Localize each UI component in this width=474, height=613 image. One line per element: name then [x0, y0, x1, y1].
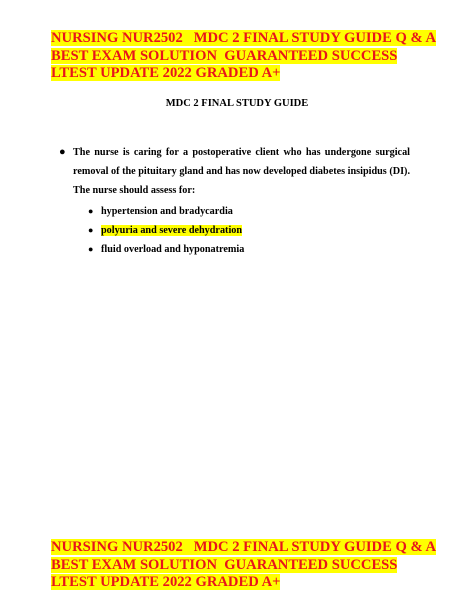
option-text: fluid overload and hyponatremia: [101, 244, 245, 255]
answer-option: [86, 240, 410, 259]
option-text-highlighted: polyuria and severe dehydration: [101, 225, 243, 236]
option-bullet: ●: [88, 244, 94, 254]
question-list: [58, 143, 410, 259]
option-bullet: ●: [88, 206, 94, 216]
answer-option-highlighted: [86, 221, 410, 240]
footer-line-2: BEST EXAM SOLUTION GUARANTEED SUCCESS: [51, 556, 398, 573]
footer-line-3: LTEST UPDATE 2022 GRADED A+: [51, 574, 281, 590]
header-line-1: NURSING NUR2502 MDC 2 FINAL STUDY GUIDE Q & A: [51, 30, 437, 46]
footer-line-1: NURSING NUR2502 MDC 2 FINAL STUDY GUIDE Q & A: [51, 539, 437, 555]
page-header-banner: [51, 30, 441, 83]
document-title: MDC 2 FINAL STUDY GUIDE: [165, 98, 309, 109]
question-item: [58, 143, 410, 259]
answer-options: [73, 202, 410, 259]
option-text: hypertension and bradycardia: [101, 206, 233, 217]
question-stem: The nurse is caring for a postoperative client who has undergone surgical removal of the pituitary gland and has now developed diabetes insipidus (DI). The nurse should assess for:: [73, 147, 410, 196]
header-line-3: LTEST UPDATE 2022 GRADED A+: [51, 65, 281, 81]
answer-option: [86, 202, 410, 221]
header-line-2: BEST EXAM SOLUTION GUARANTEED SUCCESS: [51, 47, 398, 64]
option-bullet: ●: [88, 225, 94, 235]
page-footer-banner: [51, 539, 441, 592]
question-bullet: ●: [59, 146, 66, 158]
